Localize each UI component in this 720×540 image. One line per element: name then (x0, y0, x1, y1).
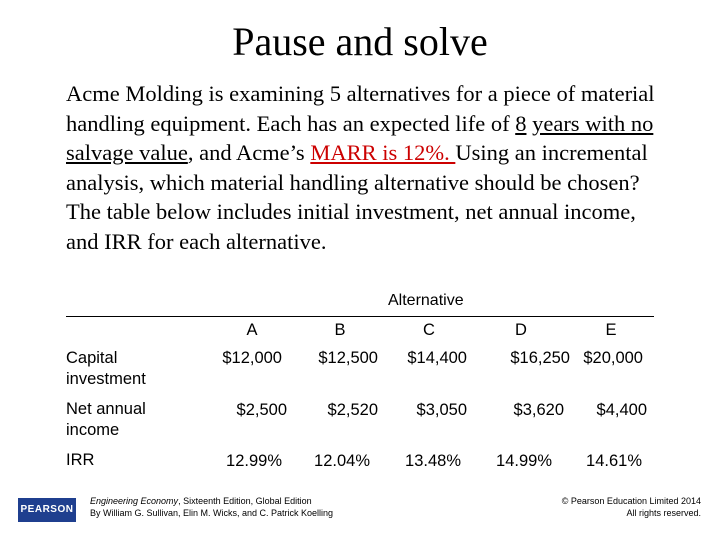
rights-text: All rights reserved. (626, 508, 701, 518)
life-years: 8 (515, 110, 527, 136)
book-edition: , Sixteenth Edition, Global Edition (178, 496, 312, 506)
table-cell: $12,500 (318, 349, 378, 367)
table-header-rule (66, 316, 654, 317)
table-cell: 14.99% (496, 452, 552, 470)
footer-copyright (562, 495, 701, 519)
table-cell: $2,520 (327, 401, 378, 419)
table-cell: 13.48% (405, 452, 461, 470)
column-header-d: D (515, 321, 527, 339)
book-title: Engineering Economy (90, 496, 179, 506)
row-label-irr: IRR (66, 451, 95, 469)
copyright-text: © Pearson Education Limited 2014 (561, 496, 701, 506)
table-cell: $16,250 (510, 349, 570, 367)
problem-text-part4: Using an incremental analysis, which material handling alternative should be chosen? The table below includes initial investment, net annual income, and IRR for each alternative. (66, 140, 648, 254)
salvage-text: years with no salvage value (66, 110, 654, 165)
book-authors: By William G. Sullivan, Elin M. Wicks, and C. Patrick Koelling (90, 508, 334, 518)
table-cell: $12,000 (222, 349, 282, 367)
pearson-logo: PEARSON (18, 498, 76, 522)
slide-title: Pause and solve (232, 19, 488, 64)
table-cell: $2,500 (236, 401, 287, 419)
problem-text-part3: , and Acme’s (187, 140, 311, 165)
table-cell: $3,050 (416, 401, 467, 419)
table-cell: $20,000 (583, 349, 643, 367)
table-caption: Alternative (388, 292, 464, 309)
row-label-net-annual-income: Net annual income (66, 400, 146, 439)
table-cell: 12.99% (226, 452, 282, 470)
problem-text-part1: Acme Molding is examining 5 alternatives for a piece of material handling equipment. Each has an expected life of (66, 81, 655, 136)
table-cell: $14,400 (407, 349, 467, 367)
row-label-capital-investment: Capital investment (66, 349, 146, 388)
marr-text: MARR is 12%. (310, 140, 456, 165)
column-header-e: E (605, 321, 617, 339)
table-cell: 12.04% (314, 452, 370, 470)
column-header-c: C (423, 321, 435, 339)
column-header-b: B (334, 321, 346, 339)
column-header-a: A (246, 321, 258, 339)
table-cell: $3,620 (513, 401, 564, 419)
table-cell: $4,400 (596, 401, 647, 419)
footer-book-citation (90, 495, 333, 519)
table-cell: 14.61% (586, 452, 642, 470)
